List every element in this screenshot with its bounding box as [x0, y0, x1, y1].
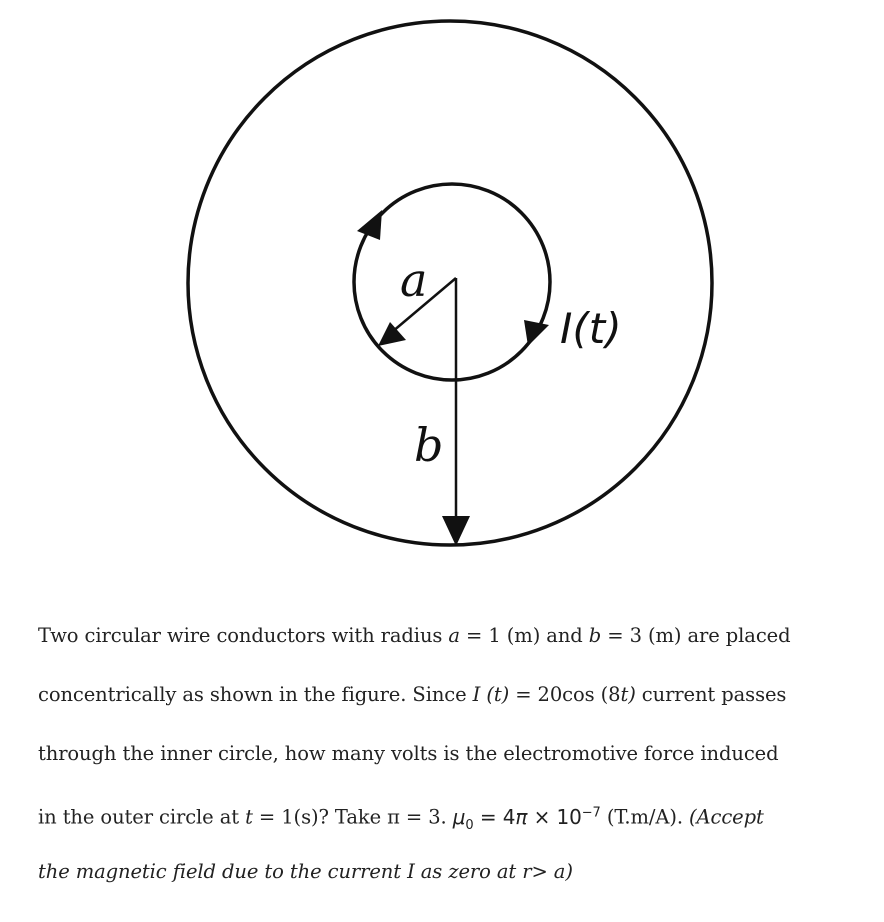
text-segment: through the inner circle, how many volts is the electromotive force induced: [38, 742, 779, 765]
current-arrow-top-left: [357, 210, 382, 240]
text-segment: in the outer circle at: [38, 805, 246, 829]
problem-line-4: [38, 789, 868, 848]
text-segment: current passes: [635, 683, 787, 706]
variable-t: t: [245, 805, 253, 829]
text-segment: concentrically as shown in the figure. Since: [38, 683, 473, 706]
problem-line-5: [38, 848, 868, 896]
problem-line-3: [38, 730, 868, 789]
label-a: a: [400, 253, 428, 307]
problem-line-1: [38, 612, 868, 671]
radius-a-arrowhead: [378, 322, 406, 346]
mu0-formula: [452, 804, 601, 833]
text-italic: (Accept: [689, 805, 764, 829]
variable-b: b: [588, 624, 602, 647]
problem-statement: [38, 612, 868, 896]
mu-symbol: μ: [452, 804, 466, 829]
text-segment: (T.m/A).: [600, 805, 690, 829]
mu-subscript: 0: [465, 817, 474, 833]
text-segment: = 1 (m) and: [459, 624, 589, 647]
variable-t: t): [620, 683, 636, 706]
exponent: −7: [581, 805, 601, 820]
text-segment: = 20cos (8: [509, 683, 621, 706]
current-arrow-bottom-right: [524, 320, 549, 346]
pi-symbol: π: [515, 804, 528, 829]
formula-segment: × 10: [527, 804, 582, 829]
problem-line-2: [38, 671, 868, 730]
text-segment: = 3 (m) are placed: [601, 624, 791, 647]
radius-b-arrowhead: [442, 516, 470, 546]
text-segment: = 1(s)? Take π = 3.: [252, 805, 453, 829]
text-segment: Two circular wire conductors with radius: [38, 624, 449, 647]
formula-segment: = 4: [473, 804, 516, 829]
label-current: I(t): [560, 304, 622, 353]
variable-current: I (t): [472, 683, 510, 706]
variable-a: a: [448, 624, 460, 647]
label-b: b: [414, 418, 444, 472]
text-segment: the magnetic field due to the current I as zero at r> a): [38, 860, 573, 883]
